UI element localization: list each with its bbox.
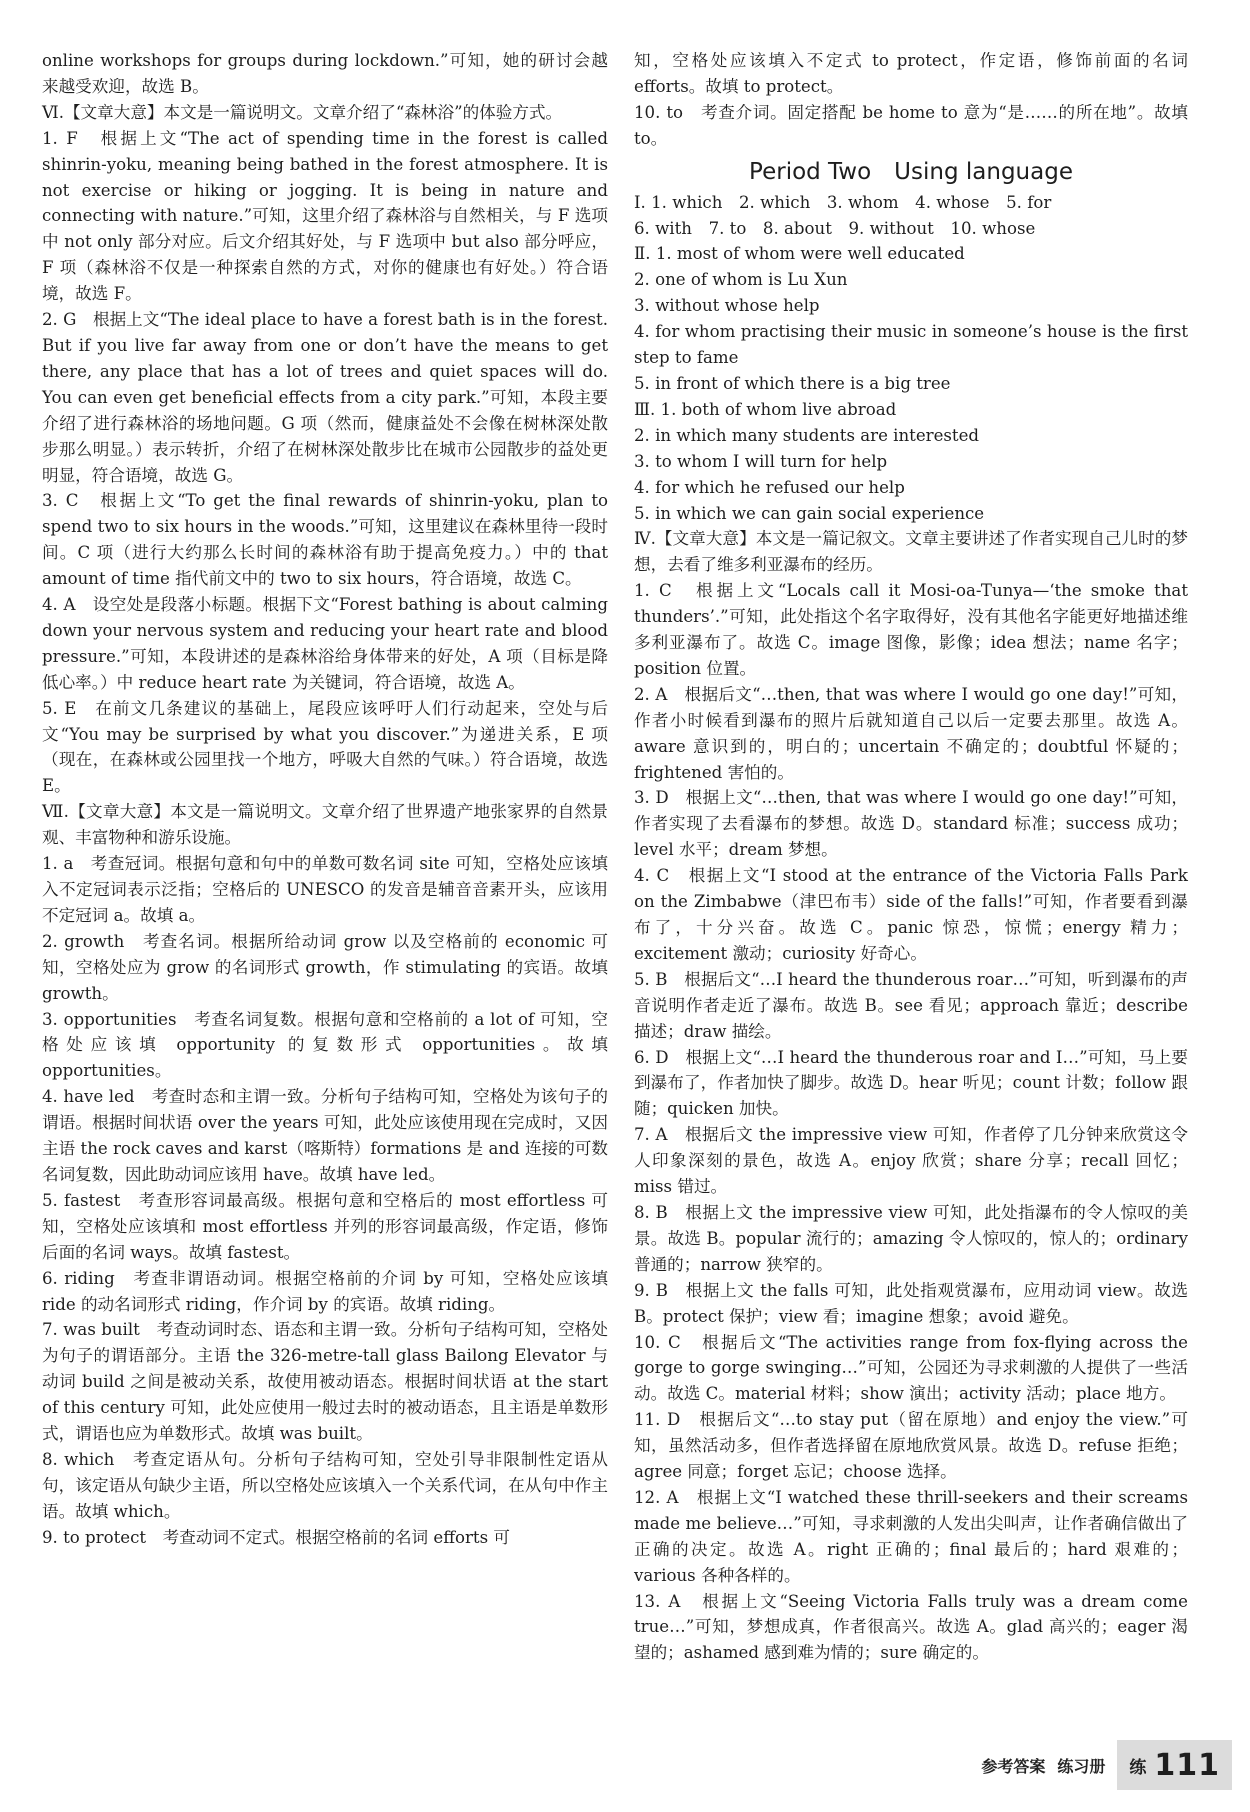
answer-item: 10. C 根据后文“The activities range from fox-flying across the gorge to gorge swinging…”可知，公园还为寻求刺激的人提供了一些活动。故选 C。material 材料；show 演出；activity 活动；place 地方。 xyxy=(634,1332,1188,1404)
answer-line: 2. one of whom is Lu Xun xyxy=(634,270,848,290)
answer-item: 4. have led 考查时态和主谓一致。分析句子结构可知，空格处为该句子的谓语。根据时间状语 over the years 可知，此处应该使用现在完成时，又因主语 the rock caves and karst（喀斯特）formations 是 and 连接的可数名词复数，因此助动词应该用 have。故填 have led。 xyxy=(42,1087,608,1184)
answer-line: 4. for which he refused our help xyxy=(634,477,905,497)
answer-item: 2. G 根据上文“The ideal place to have a forest bath is in the forest. But if you live far away from one or don’t have the means to get there, any place that has a lot of trees and quiet spaces will do. You can even get beneficial effects from a city park.”可知，本段主要介绍了进行森林浴的场地问题。G 项（然而，健康益处不会像在树林深处散步那么明显。）表示转折，介绍了在树林深处散步比在城市公园散步的益处更明显，符合语境，故选 G。 xyxy=(42,310,608,485)
answer-item: 知，空格处应该填入不定式 to protect，作定语，修饰前面的名词 efforts。故填 to protect。 xyxy=(634,51,1188,96)
answer-line: 4. for whom practising their music in someone’s house is the first step to fame xyxy=(634,322,1188,368)
answer-item: 10. to 考查介词。固定搭配 be home to 意为“是……的所在地”。故填 to。 xyxy=(634,102,1188,148)
footer-label-practice: 练 xyxy=(1129,1757,1147,1778)
page-number: 111 xyxy=(1154,1747,1220,1783)
page-number-box xyxy=(1117,1740,1232,1790)
paragraph: online workshops for groups during lockdown.”可知，她的研讨会越来越受欢迎，故选 B。 xyxy=(42,51,608,96)
answer-item: 11. D 根据后文“…to stay put（留在原地）and enjoy the view.”可知，虽然活动多，但作者选择留在原地欣赏风景。故选 D。refuse 拒绝；agree 同意；forget 忘记；choose 选择。 xyxy=(634,1410,1188,1482)
footer-label-workbook: 练习册 xyxy=(1057,1756,1106,1776)
right-column xyxy=(634,48,1188,1666)
answer-item: 7. was built 考查动词时态、语态和主谓一致。分析句子结构可知，空格处为句子的谓语部分。主语 the 326-metre-tall glass Bailong Elevator 与动词 build 之间是被动关系，故使用被动语态。根据时间状语 at the start of this century 可知，此处应使用一般过去时的被动语态，且主语是单数形式，谓语也应为单数形式。故填 was built。 xyxy=(42,1320,608,1444)
footer-label-answers: 参考答案 xyxy=(981,1756,1046,1776)
answer-line: Ⅰ. 1. which 2. which 3. whom 4. whose 5. for xyxy=(634,192,1052,212)
answer-item: 1. F 根据上文“The act of spending time in the forest is called shinrin-yoku, meaning being bathed in the forest atmosphere. It is not exercise or hiking or jogging. It is being in nature and connecting with nature.”可知，这里介绍了森林浴与自然相关，与 F 选项中 not only 部分对应。后文介绍其好处，与 F 选项中 but also 部分呼应，F 项（森林浴不仅是一种探索自然的方式，对你的健康也有好处。）符合语境，故选 F。 xyxy=(42,128,608,304)
answer-item: 13. A 根据上文“Seeing Victoria Falls truly was a dream come true…”可知，梦想成真，作者很高兴。故选 A。glad 高兴的；eager 渴望的；ashamed 感到难为情的；sure 确定的。 xyxy=(634,1591,1188,1663)
answer-item: 5. B 根据后文“…I heard the thunderous roar…”可知，听到瀑布的声音说明作者走近了瀑布。故选 B。see 看见；approach 靠近；describe 描述；draw 描绘。 xyxy=(634,969,1188,1041)
section-heading-7: Ⅶ.【文章大意】本文是一篇说明文。文章介绍了世界遗产地张家界的自然景观、丰富物种和游乐设施。 xyxy=(42,802,608,848)
period-title: Period Two Using language xyxy=(749,158,1073,185)
answer-item: 5. E 在前文几条建议的基础上，尾段应该呼吁人们行动起来，空处与后文“You may be surprised by what you discover.”为递进关系，E 项（现在，在森林或公园里找一个地方，呼吸大自然的气味。）符合语境，故选 E。 xyxy=(42,698,608,796)
answer-line: 2. in which many students are interested xyxy=(634,425,980,445)
section-heading-6: Ⅵ.【文章大意】本文是一篇说明文。文章介绍了“森林浴”的体验方式。 xyxy=(42,102,563,122)
answer-line: 5. in which we can gain social experience xyxy=(634,503,985,523)
answer-item: 3. D 根据上文“…then, that was where I would go one day!”可知，作者实现了去看瀑布的梦想。故选 D。standard 标准；success 成功；level 水平；dream 梦想。 xyxy=(634,788,1188,860)
answer-line: Ⅱ. 1. most of whom were well educated xyxy=(634,244,965,264)
answer-line: 3. without whose help xyxy=(634,296,820,316)
answer-line: 6. with 7. to 8. about 9. without 10. whose xyxy=(634,218,1036,238)
answer-item: 1. C 根据上文“Locals call it Mosi-oa-Tunya—‘the smoke that thunders’.”可知，此处指这个名字取得好，没有其他名字能更好地描述维多利亚瀑布了。故选 C。image 图像，影像；idea 想法；name 名字；position 位置。 xyxy=(634,581,1188,678)
section-heading-4: Ⅳ.【文章大意】本文是一篇记叙文。文章主要讲述了作者实现自己儿时的梦想，去看了维多利亚瀑布的经历。 xyxy=(634,529,1188,575)
answer-item: 4. A 设空处是段落小标题。根据下文“Forest bathing is about calming down your nervous system and reducing your heart rate and blood pressure.”可知，本段讲述的是森林浴给身体带来的好处，A 项（目标是降低心率。）中 reduce heart rate 为关键词，符合语境，故选 A。 xyxy=(42,595,608,692)
answer-item: 8. which 考查定语从句。分析句子结构可知，空处引导非限制性定语从句，该定语从句缺少主语，所以空格处应该填入一个关系代词，在从句中作主语。故填 which。 xyxy=(42,1449,608,1521)
answer-item: 2. A 根据后文“…then, that was where I would go one day!”可知，作者小时候看到瀑布的照片后就知道自己以后一定要去那里。故选 A。aware 意识到的，明白的；uncertain 不确定的；doubtful 怀疑的；frightened 害怕的。 xyxy=(634,684,1188,782)
answer-item: 1. a 考查冠词。根据句意和句中的单数可数名词 site 可知，空格处应该填入不定冠词表示泛指；空格后的 UNESCO 的发音是辅音音素开头，应该用不定冠词 a。故填 a。 xyxy=(42,854,608,925)
answer-item: 6. riding 考查非谓语动词。根据空格前的介词 by 可知，空格处应该填 ride 的动名词形式 riding，作介词 by 的宾语。故填 riding。 xyxy=(42,1268,608,1314)
answer-item: 8. B 根据上文 the impressive view 可知，此处指瀑布的令人惊叹的美景。故选 B。popular 流行的；amazing 令人惊叹的，惊人的；ordinary 普通的；narrow 狭窄的。 xyxy=(634,1202,1188,1274)
left-column xyxy=(42,48,608,1551)
answer-line: Ⅲ. 1. both of whom live abroad xyxy=(634,399,897,419)
answer-item: 3. C 根据上文“To get the final rewards of shinrin-yoku, plan to spend two to six hours in the woods.”可知，这里建议在森林里待一段时间。C 项（进行大约那么长时间的森林浴有助于提高免疫力。）中的 that amount of time 指代前文中的 two to six hours，符合语境，故选 C。 xyxy=(42,491,608,589)
answer-line: 5. in front of which there is a big tree xyxy=(634,373,951,393)
answer-item: 5. fastest 考查形容词最高级。根据句意和空格后的 most effortless 可知，空格处应该填和 most effortless 并列的形容词最高级，作定语，修饰后面的名词 ways。故填 fastest。 xyxy=(42,1190,608,1262)
answer-item: 3. opportunities 考查名词复数。根据句意和空格前的 a lot of 可知，空格处应该填 opportunity 的复数形式 opportunities。故填 opportunities。 xyxy=(42,1009,608,1081)
answer-item: 2. growth 考查名词。根据所给动词 grow 以及空格前的 economic 可知，空格处应为 grow 的名词形式 growth，作 stimulating 的宾语。故填 growth。 xyxy=(42,931,608,1003)
answer-item: 7. A 根据后文 the impressive view 可知，作者停了几分钟来欣赏这令人印象深刻的景色，故选 A。enjoy 欣赏；share 分享；recall 回忆；miss 错过。 xyxy=(634,1125,1188,1197)
answer-item: 9. to protect 考查动词不定式。根据空格前的名词 efforts 可 xyxy=(42,1527,510,1547)
answer-item: 9. B 根据上文 the falls 可知，此处指观赏瀑布，应用动词 view。故选 B。protect 保护；view 看；imagine 想象；avoid 避免。 xyxy=(634,1280,1188,1326)
answer-item: 6. D 根据上文“…I heard the thunderous roar and I…”可知，马上要到瀑布了，作者加快了脚步。故选 D。hear 听见；count 计数；follow 跟随；quicken 加快。 xyxy=(634,1047,1188,1119)
answer-item: 12. A 根据上文“I watched these thrill-seekers and their screams made me believe…”可知，寻求刺激的人发出尖叫声，让作者确信做出了正确的决定。故选 A。right 正确的；final 最后的；hard 艰难的；various 各种各样的。 xyxy=(634,1487,1188,1585)
answer-item: 4. C 根据上文“I stood at the entrance of the Victoria Falls Park on the Zimbabwe（津巴布韦）side of the falls!”可知，作者要看到瀑布了，十分兴奋。故选 C。panic 惊恐，惊慌；energy 精力；excitement 激动；curiosity 好奇心。 xyxy=(634,866,1188,963)
page-footer xyxy=(981,1740,1232,1790)
answer-line: 3. to whom I will turn for help xyxy=(634,451,888,471)
